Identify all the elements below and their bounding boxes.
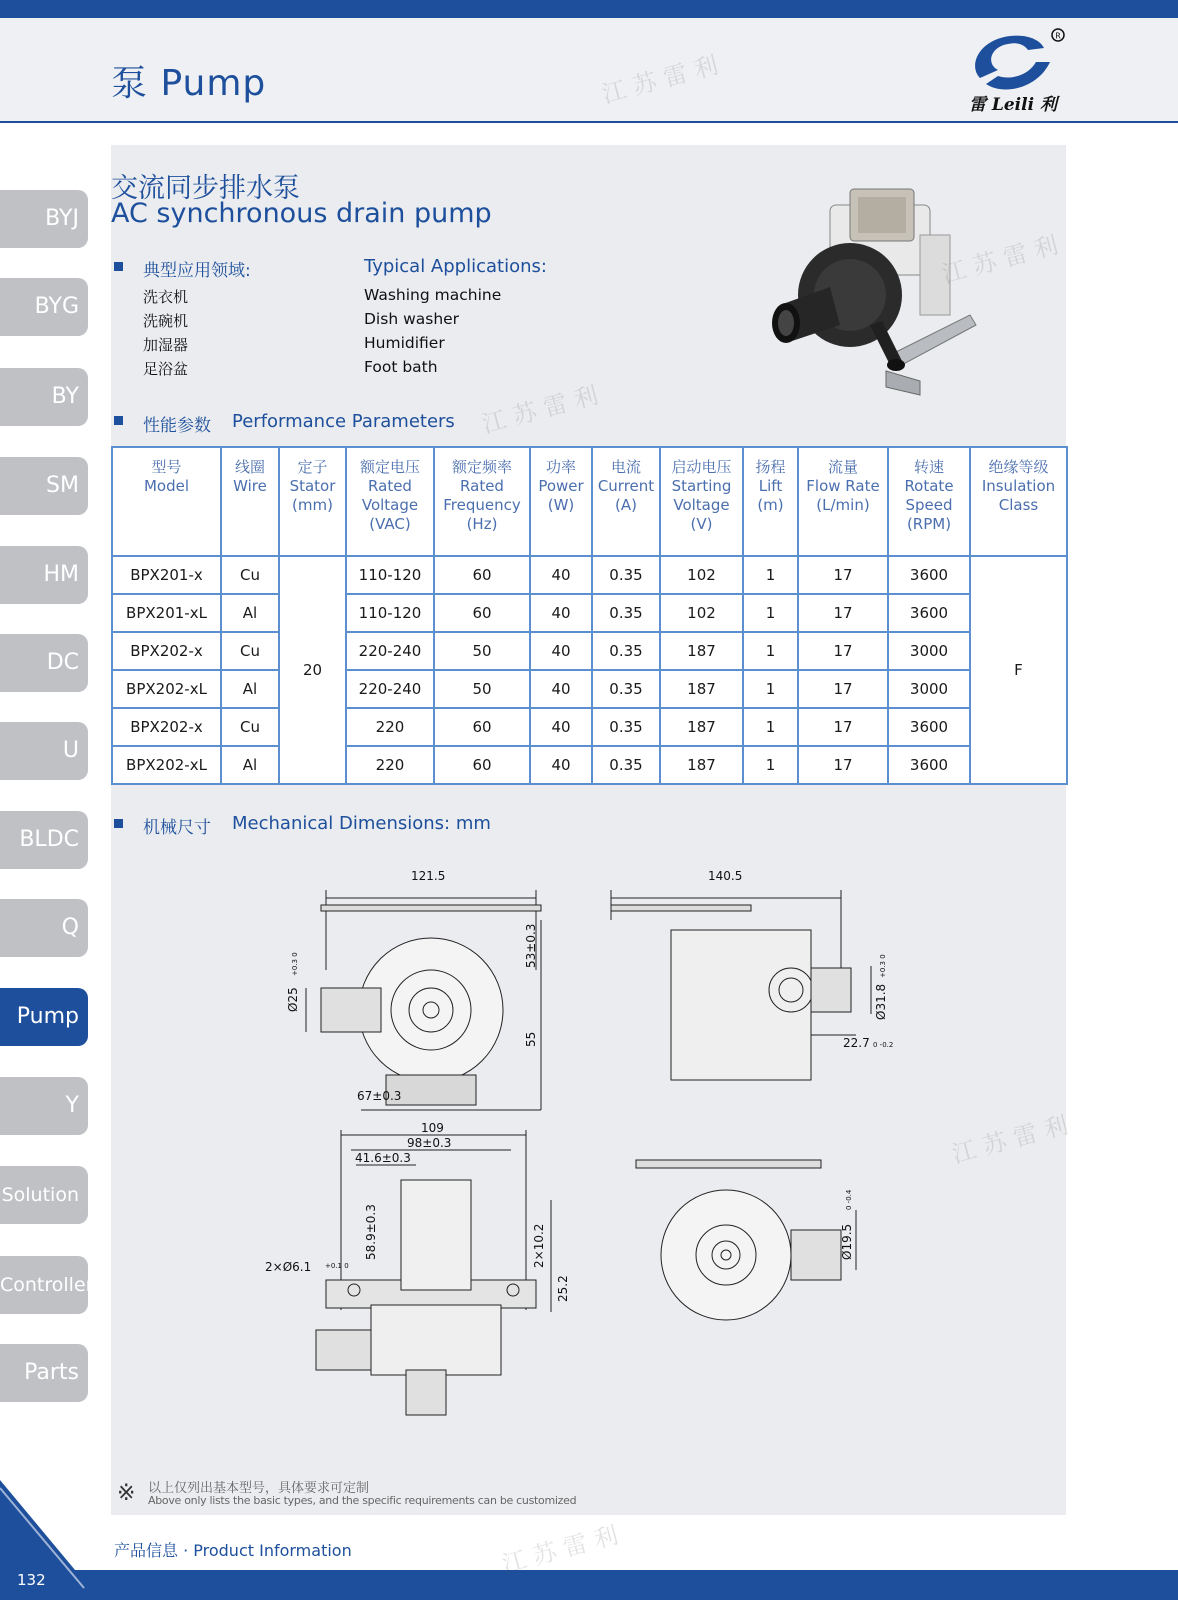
table-cell-wire: Cu bbox=[221, 556, 279, 594]
table-cell-flow: 17 bbox=[798, 708, 888, 746]
header-line: (W) bbox=[547, 496, 575, 514]
table-cell-lift: 1 bbox=[743, 594, 798, 632]
bullet-square-icon bbox=[114, 819, 123, 828]
table-cell-power: 40 bbox=[530, 556, 592, 594]
dim-outlet-dia: Ø31.8 bbox=[874, 983, 888, 1020]
header-line: Power bbox=[538, 477, 584, 495]
dim-hole-height: 58.9±0.3 bbox=[364, 1204, 378, 1260]
table-cell-wire: Cu bbox=[221, 708, 279, 746]
table-cell-flow: 17 bbox=[798, 594, 888, 632]
dim-holes: 2×Ø6.1 bbox=[265, 1260, 312, 1274]
table-cell-speed: 3600 bbox=[888, 594, 970, 632]
bullet-square-icon bbox=[114, 416, 123, 425]
applications-heading-cn: 典型应用领域: bbox=[143, 261, 251, 281]
dim-outlet2-tol: 0 -0.4 bbox=[845, 1189, 853, 1210]
table-cell-flow: 17 bbox=[798, 746, 888, 784]
note-cn: 以上仅列出基本型号，具体要求可定制 bbox=[148, 1481, 370, 1496]
bullet-square-icon bbox=[114, 262, 123, 271]
corner-decoration bbox=[0, 1480, 100, 1600]
header-line: 线圈 bbox=[234, 458, 265, 476]
table-header-cell bbox=[888, 447, 970, 556]
header-line: Stator bbox=[289, 477, 336, 495]
table-cell-current: 0.35 bbox=[592, 670, 660, 708]
header-line: Flow Rate bbox=[806, 477, 880, 495]
sidebar-tab-by[interactable]: BY bbox=[0, 368, 88, 426]
table-cell-freq: 60 bbox=[434, 556, 530, 594]
header-line: (mm) bbox=[292, 496, 333, 514]
table-cell-current: 0.35 bbox=[592, 746, 660, 784]
dim-inlet-tol: +0.3 0 bbox=[291, 952, 299, 976]
table-cell-speed: 3000 bbox=[888, 670, 970, 708]
header-line: Speed bbox=[905, 496, 953, 514]
table-cell-wire: Al bbox=[221, 670, 279, 708]
header-line: Model bbox=[143, 477, 190, 495]
performance-heading-cn: 性能参数 bbox=[143, 416, 211, 436]
sidebar-tab-solution[interactable]: Solution bbox=[0, 1166, 88, 1224]
table-header-cell bbox=[346, 447, 434, 556]
header-line: 流量 bbox=[827, 458, 858, 476]
dim-holes-tol: +0.1 0 bbox=[325, 1262, 349, 1270]
table-cell-start: 187 bbox=[660, 632, 743, 670]
table-header-cell bbox=[970, 447, 1067, 556]
header-line: 转速 bbox=[913, 458, 944, 476]
application-item-cn: 加湿器 bbox=[143, 336, 189, 354]
table-cell-start: 102 bbox=[660, 594, 743, 632]
table-cell-lift: 1 bbox=[743, 670, 798, 708]
header-line: Frequency bbox=[443, 496, 521, 514]
dim-bottom-width: 109 bbox=[421, 1121, 444, 1135]
table-cell-power: 40 bbox=[530, 670, 592, 708]
table-cell-speed: 3000 bbox=[888, 632, 970, 670]
svg-text:R: R bbox=[1055, 31, 1061, 41]
table-cell-freq: 50 bbox=[434, 632, 530, 670]
table-cell-speed: 3600 bbox=[888, 556, 970, 594]
sidebar-tab-u[interactable]: U bbox=[0, 722, 88, 780]
table-cell-current: 0.35 bbox=[592, 556, 660, 594]
table-header-cell bbox=[530, 447, 592, 556]
table-cell-wire: Al bbox=[221, 746, 279, 784]
table-cell-speed: 3600 bbox=[888, 746, 970, 784]
table-cell-model: BPX202-xL bbox=[112, 670, 221, 708]
header-line: 绝缘等级 bbox=[988, 458, 1049, 476]
table-cell-lift: 1 bbox=[743, 556, 798, 594]
table-header-cell bbox=[592, 447, 660, 556]
table-cell-start: 187 bbox=[660, 670, 743, 708]
mechanical-heading-cn: 机械尺寸 bbox=[143, 818, 211, 838]
watermark-text: 江 苏 雷 利 bbox=[499, 1521, 622, 1579]
header-line: (RPM) bbox=[906, 515, 952, 533]
table-cell-start: 187 bbox=[660, 746, 743, 784]
header-line: (V) bbox=[690, 515, 713, 533]
table-row bbox=[112, 632, 1067, 670]
table-cell-wire: Al bbox=[221, 594, 279, 632]
dim-base: 25.2 bbox=[556, 1275, 570, 1302]
table-cell-start: 187 bbox=[660, 708, 743, 746]
table-cell-voltage: 220 bbox=[346, 746, 434, 784]
header-line: 型号 bbox=[151, 458, 182, 476]
header-line: Rotate bbox=[904, 477, 954, 495]
table-row bbox=[112, 556, 1067, 594]
table-cell-speed: 3600 bbox=[888, 708, 970, 746]
sidebar-tab-pump[interactable]: Pump bbox=[0, 988, 88, 1046]
dim-offset: 67±0.3 bbox=[357, 1089, 402, 1103]
table-cell-wire: Cu bbox=[221, 632, 279, 670]
table-cell-power: 40 bbox=[530, 708, 592, 746]
header-line: Rated bbox=[460, 477, 504, 495]
mechanical-drawings bbox=[111, 850, 1066, 1440]
header-line: (Hz) bbox=[466, 515, 498, 533]
header-line: (L/min) bbox=[816, 496, 870, 514]
table-cell-freq: 60 bbox=[434, 594, 530, 632]
table-cell-model: BPX202-x bbox=[112, 632, 221, 670]
header-line: Rated bbox=[368, 477, 412, 495]
header-line: 定子 bbox=[297, 458, 328, 476]
page-title: 泵 Pump bbox=[111, 63, 267, 104]
page-number: 132 bbox=[17, 1571, 46, 1589]
application-item-cn: 洗衣机 bbox=[143, 288, 189, 306]
table-cell-flow: 17 bbox=[798, 670, 888, 708]
table-cell-model: BPX201-x bbox=[112, 556, 221, 594]
stator-cell: 20 bbox=[279, 556, 346, 784]
dim-front-width: 121.5 bbox=[411, 869, 446, 883]
pump-product-image bbox=[770, 175, 1000, 405]
footer-label: 产品信息 · Product Information bbox=[114, 1541, 352, 1560]
table-row bbox=[112, 708, 1067, 746]
header-line: Voltage bbox=[673, 496, 730, 514]
table-cell-freq: 60 bbox=[434, 708, 530, 746]
table-cell-lift: 1 bbox=[743, 632, 798, 670]
dim-side-width: 140.5 bbox=[708, 869, 743, 883]
table-cell-flow: 17 bbox=[798, 632, 888, 670]
header-line: Voltage bbox=[361, 496, 419, 514]
sidebar-tab-byg[interactable]: BYG bbox=[0, 278, 88, 336]
header-line: 额定电压 bbox=[359, 458, 420, 476]
header-line: (A) bbox=[615, 496, 637, 514]
table-cell-power: 40 bbox=[530, 746, 592, 784]
top-bar bbox=[0, 0, 1178, 18]
table-cell-model: BPX202-x bbox=[112, 708, 221, 746]
dim-height-bottom: 55 bbox=[524, 1031, 538, 1047]
table-cell-model: BPX202-xL bbox=[112, 746, 221, 784]
table-body bbox=[112, 556, 1067, 784]
table-header-cell bbox=[743, 447, 798, 556]
logo-text: 雷 Leili 利 bbox=[969, 95, 1057, 115]
table-cell-current: 0.35 bbox=[592, 594, 660, 632]
product-title-en: AC synchronous drain pump bbox=[111, 198, 492, 229]
table-cell-voltage: 220 bbox=[346, 708, 434, 746]
table-cell-freq: 60 bbox=[434, 746, 530, 784]
table-header-cell bbox=[279, 447, 346, 556]
table-cell-current: 0.35 bbox=[592, 632, 660, 670]
header-line: Class bbox=[998, 496, 1039, 514]
table-cell-freq: 50 bbox=[434, 670, 530, 708]
dim-hole-span: 98±0.3 bbox=[407, 1136, 452, 1150]
dim-hole-offset: 41.6±0.3 bbox=[355, 1151, 411, 1165]
application-item-en: Foot bath bbox=[364, 358, 438, 376]
header-line: (m) bbox=[757, 496, 784, 514]
sidebar-tab-y[interactable]: Y bbox=[0, 1077, 88, 1135]
table-cell-lift: 1 bbox=[743, 708, 798, 746]
sidebar-tab-bldc[interactable]: BLDC bbox=[0, 811, 88, 869]
table-cell-voltage: 110-120 bbox=[346, 594, 434, 632]
header-line: Starting bbox=[671, 477, 732, 495]
table-cell-flow: 17 bbox=[798, 556, 888, 594]
dim-height-top: 53±0.3 bbox=[524, 923, 538, 968]
sidebar-tab-dc[interactable]: DC bbox=[0, 634, 88, 692]
application-item-cn: 洗碗机 bbox=[143, 312, 189, 330]
header-line: 电流 bbox=[610, 458, 641, 476]
performance-heading-en: Performance Parameters bbox=[232, 411, 455, 432]
header-line: 启动电压 bbox=[671, 458, 732, 476]
table-cell-voltage: 220-240 bbox=[346, 670, 434, 708]
table-header-cell bbox=[112, 447, 221, 556]
application-item-cn: 足浴盆 bbox=[143, 360, 189, 378]
note-symbol-icon: ※ bbox=[117, 1481, 136, 1506]
applications-heading-en: Typical Applications: bbox=[364, 256, 547, 277]
header-line: 额定频率 bbox=[451, 458, 512, 476]
insulation-cell: F bbox=[970, 556, 1067, 784]
dim-outlet-len: 22.7 bbox=[843, 1036, 870, 1050]
sidebar-tab-controller[interactable]: Controller bbox=[0, 1256, 88, 1314]
header-line: 功率 bbox=[545, 458, 576, 476]
header-line: Lift bbox=[758, 477, 783, 495]
sidebar-tab-q[interactable]: Q bbox=[0, 899, 88, 957]
sidebar-tab-byj[interactable]: BYJ bbox=[0, 190, 88, 248]
dim-outlet2-dia: Ø19.5 bbox=[840, 1223, 854, 1260]
table-cell-current: 0.35 bbox=[592, 708, 660, 746]
dim-slot: 2×10.2 bbox=[532, 1223, 546, 1268]
table-row bbox=[112, 594, 1067, 632]
note-en: Above only lists the basic types, and the specific requirements can be customized bbox=[148, 1494, 577, 1507]
sidebar-tab-hm[interactable]: HM bbox=[0, 546, 88, 604]
table-cell-voltage: 220-240 bbox=[346, 632, 434, 670]
sidebar-tab-parts[interactable]: Parts bbox=[0, 1344, 88, 1402]
dim-outlet-len-tol: 0 -0.2 bbox=[873, 1041, 894, 1049]
table-header-cell bbox=[221, 447, 279, 556]
table-header-cell bbox=[660, 447, 743, 556]
product-title-cn: 交流同步排水泵 bbox=[111, 173, 300, 204]
header-line: 扬程 bbox=[755, 458, 786, 476]
table-header-cell bbox=[434, 447, 530, 556]
header-divider bbox=[0, 121, 1178, 123]
table-cell-voltage: 110-120 bbox=[346, 556, 434, 594]
header-line: Current bbox=[597, 477, 655, 495]
table-cell-power: 40 bbox=[530, 594, 592, 632]
performance-table bbox=[111, 446, 1068, 785]
table-cell-model: BPX201-xL bbox=[112, 594, 221, 632]
table-cell-power: 40 bbox=[530, 632, 592, 670]
table-header-cell bbox=[798, 447, 888, 556]
application-item-en: Washing machine bbox=[364, 286, 502, 304]
bottom-bar bbox=[0, 1570, 1178, 1600]
table-cell-start: 102 bbox=[660, 556, 743, 594]
table-header-row bbox=[112, 447, 1067, 556]
table-row bbox=[112, 670, 1067, 708]
application-item-en: Dish washer bbox=[364, 310, 460, 328]
dim-outlet-tol: +0.3 0 bbox=[879, 954, 887, 978]
header-line: Insulation bbox=[981, 477, 1056, 495]
mechanical-heading-en: Mechanical Dimensions: mm bbox=[232, 813, 491, 834]
table-row bbox=[112, 746, 1067, 784]
table-cell-lift: 1 bbox=[743, 746, 798, 784]
header-line: Wire bbox=[233, 477, 267, 495]
header-line: (VAC) bbox=[369, 515, 411, 533]
dim-inlet-dia: Ø25 bbox=[286, 987, 300, 1012]
sidebar-tab-sm[interactable]: SM bbox=[0, 457, 88, 515]
application-item-en: Humidifier bbox=[364, 334, 445, 352]
